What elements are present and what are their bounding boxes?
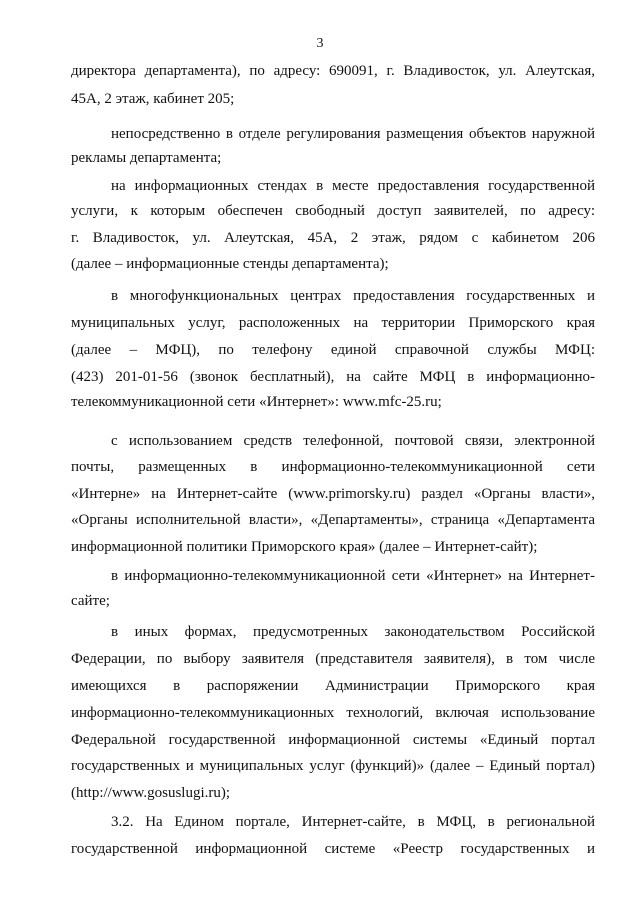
- text-line: в иных формах, предусмотренных законодательством Российской: [111, 624, 595, 640]
- text-line: г. Владивосток, ул. Алеутская, 45А, 2 этаж, рядом с кабинетом 206: [71, 230, 595, 246]
- text-line: рекламы департамента;: [71, 150, 222, 166]
- text-line: почты, размещенных в информационно-телекоммуникационной сети: [71, 459, 595, 475]
- text-line: имеющихся в распоряжении Администрации Приморского края: [71, 678, 595, 694]
- text-line: «Интерне» на Интернет-сайте (www.primorsky.ru) раздел «Органы власти»,: [71, 486, 595, 502]
- text-line: информационной политики Приморского края» (далее – Интернет-сайт);: [71, 539, 538, 555]
- text-line: «Органы исполнительной власти», «Департаменты», страница «Департамента: [71, 512, 595, 528]
- text-line: услуги, к которым обеспечен свободный доступ заявителей, по адресу:: [71, 203, 595, 219]
- text-line: государственной информационной системе «Реестр государственных и: [71, 841, 595, 857]
- text-line: телекоммуникационной сети «Интернет»: www.mfc-25.ru;: [71, 394, 442, 410]
- text-line: директора департамента), по адресу: 690091, г. Владивосток, ул. Алеутская,: [71, 63, 595, 79]
- text-line: муниципальных услуг, расположенных на территории Приморского края: [71, 315, 595, 331]
- text-line: в многофункциональных центрах предоставления государственных и: [111, 288, 595, 304]
- text-line: на информационных стендах в месте предоставления государственной: [111, 178, 595, 194]
- text-line: государственных и муниципальных услуг (функций)» (далее – Единый портал): [71, 758, 595, 774]
- text-line: в информационно-телекоммуникационной сети «Интернет» на Интернет-: [111, 568, 595, 584]
- text-line: (далее – информационные стенды департамента);: [71, 256, 389, 272]
- text-line: информационно-телекоммуникационных технологий, включая использование: [71, 705, 595, 721]
- text-line: (423) 201-01-56 (звонок бесплатный), на сайте МФЦ в информационно-: [71, 369, 595, 385]
- text-line: с использованием средств телефонной, почтовой связи, электронной: [111, 433, 595, 449]
- text-line: (далее – МФЦ), по телефону единой справочной службы МФЦ:: [71, 342, 595, 358]
- text-line: 45А, 2 этаж, кабинет 205;: [71, 91, 235, 107]
- text-line: 3.2. На Едином портале, Интернет-сайте, в МФЦ, в региональной: [111, 814, 595, 830]
- text-line: (http://www.gosuslugi.ru);: [71, 785, 231, 801]
- text-line: Федеральной государственной информационной системы «Единый портал: [71, 732, 595, 748]
- text-line: сайте;: [71, 593, 110, 609]
- page-number: 3: [316, 36, 324, 51]
- text-line: Федерации, по выбору заявителя (представителя заявителя), в том числе: [71, 651, 595, 667]
- text-line: непосредственно в отделе регулирования размещения объектов наружной: [111, 126, 595, 142]
